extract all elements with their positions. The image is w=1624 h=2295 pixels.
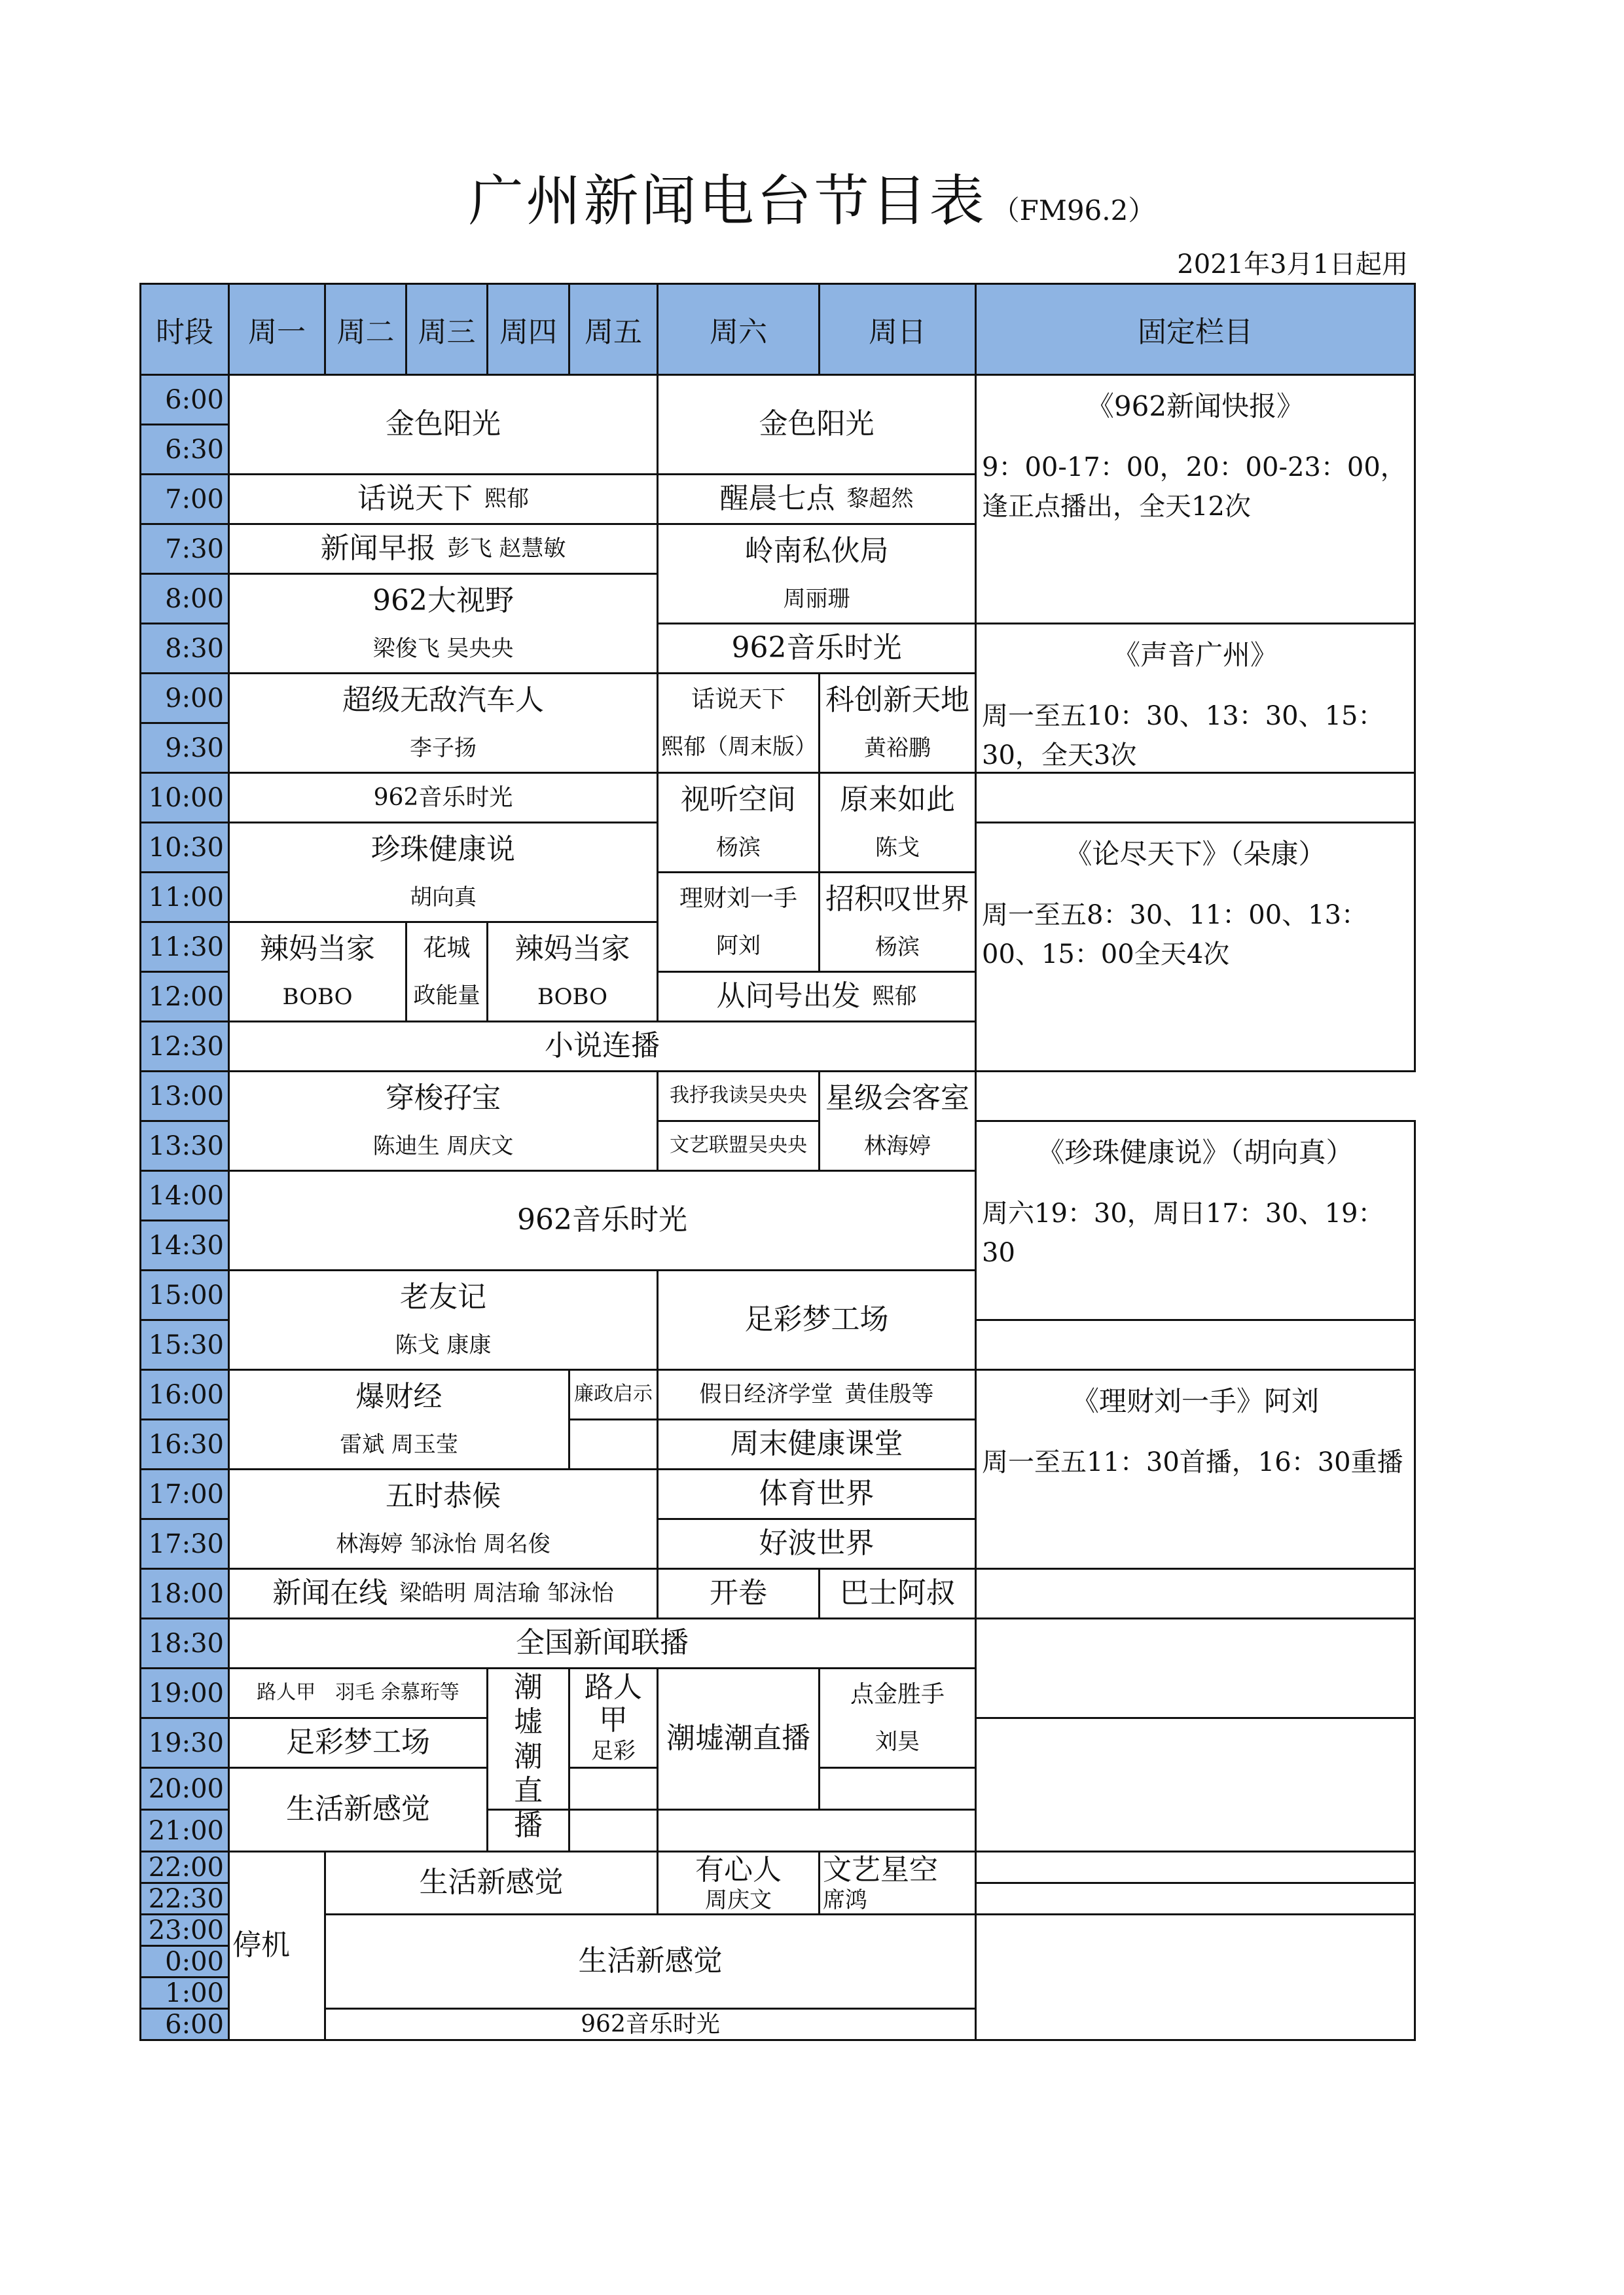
header-0 [139, 283, 230, 376]
fixed-title: 《珍珠健康说》（胡向真） [1037, 1136, 1354, 1168]
empty-cell [975, 1851, 1416, 1884]
program-cell [228, 772, 659, 823]
empty-cell [975, 772, 1416, 823]
program-title: 老友记 [400, 1280, 486, 1314]
program-title: 开卷 [710, 1576, 767, 1610]
program-host: 彭飞 赵慧敏 [447, 535, 566, 562]
program-title: 原来如此 [840, 783, 955, 817]
time-slot [139, 871, 230, 923]
program-host: 席鸿 [823, 1887, 867, 1913]
program-host: 林海婷 邹泳怡 周名俊 [336, 1530, 550, 1557]
program-cell [657, 871, 820, 973]
program-title: 话说天下 [691, 685, 785, 713]
time-slot [139, 1319, 230, 1371]
fixed-program [975, 623, 1416, 774]
program-title: 停机 [232, 1928, 290, 1962]
program-cell [657, 1667, 820, 1811]
header-label: 周二 [336, 316, 395, 349]
time-slot [139, 822, 230, 873]
program-cell [818, 871, 977, 973]
program-cell [657, 623, 977, 674]
program-host: 熙郁（周末版） [661, 733, 817, 760]
program-cell [228, 1269, 659, 1371]
empty-cell [975, 1882, 1416, 1915]
program-title: 理财刘一手 [679, 884, 797, 912]
time-slot [139, 1518, 230, 1570]
fixed-program [975, 1120, 1416, 1321]
program-cell [657, 1070, 820, 1122]
program-host: BOBO [537, 983, 607, 1010]
time-label: 6:30 [165, 434, 224, 465]
program-host: 梁皓明 周洁瑜 邹泳怡 [399, 1580, 614, 1607]
program-title: 从问号出发 [716, 979, 861, 1013]
time-label: 11:00 [148, 882, 224, 913]
time-slot [139, 1767, 230, 1811]
program-title: 962音乐时光 [581, 2011, 720, 2038]
program-host: 黄裕鹏 [864, 734, 931, 761]
frequency-label: （FM96.2） [992, 194, 1156, 226]
program-cell [818, 1568, 977, 1619]
fixed-program [975, 374, 1416, 624]
time-label: 21:00 [148, 1815, 224, 1846]
time-label: 6:00 [165, 384, 224, 415]
program-cell [818, 772, 977, 873]
program-title: 金色阳光 [759, 407, 875, 441]
program-title: 辣妈当家 [260, 932, 375, 966]
time-slot [139, 1617, 230, 1669]
program-cell [657, 473, 977, 525]
program-title: 有心人 [695, 1853, 782, 1887]
program-cell [657, 1518, 977, 1570]
empty-cell [975, 1617, 1416, 1719]
program-title: 科创新天地 [825, 683, 969, 717]
program-title: 生活新感觉 [578, 1944, 723, 1978]
program-cell [818, 1667, 977, 1769]
time-label: 14:00 [148, 1180, 224, 1211]
program-title: 岭南私伙局 [744, 534, 889, 568]
program-cell [568, 1667, 659, 1769]
program-title: 路人甲 羽毛 余慕珩等 [257, 1681, 460, 1705]
empty-cell [975, 1717, 1416, 1852]
fixed-program [975, 1369, 1416, 1570]
program-title: 生活新感觉 [419, 1866, 564, 1900]
program-cell [228, 672, 659, 774]
program-title: 好波世界 [759, 1527, 875, 1561]
header-8 [975, 283, 1416, 376]
empty-cell [568, 1809, 659, 1852]
program-title: 体育世界 [759, 1477, 875, 1511]
program-title: 足彩梦工场 [744, 1303, 889, 1337]
program-title: 视听空间 [681, 783, 796, 817]
program-cell [568, 1369, 659, 1420]
program-cell [818, 1851, 977, 1915]
program-title: 全国新闻联播 [516, 1626, 689, 1660]
program-host: 杨滨 [716, 834, 761, 861]
time-slot [139, 1170, 230, 1221]
time-slot [139, 971, 230, 1022]
program-title: 招积叹世界 [825, 882, 969, 916]
time-slot [139, 424, 230, 475]
time-label: 22:30 [148, 1883, 224, 1914]
empty-cell [975, 1568, 1416, 1619]
program-cell [657, 374, 977, 475]
time-label: 1:00 [165, 1978, 224, 2008]
fixed-title: 《962新闻快报》 [1086, 390, 1305, 422]
header-6 [657, 283, 820, 376]
program-title: 新闻在线 [272, 1576, 388, 1610]
time-slot [139, 2008, 230, 2041]
program-host: 李子扬 [410, 734, 477, 761]
header-5 [568, 283, 659, 376]
program-cell [228, 573, 659, 674]
program-title: 文艺联盟吴央央 [670, 1134, 807, 1157]
fixed-desc: 周一至五10：30、13：30、15：30，全天3次 [982, 701, 1384, 770]
time-label: 18:30 [148, 1628, 224, 1659]
program-cell [228, 1369, 570, 1470]
time-slot [139, 1882, 230, 1915]
empty-cell [657, 1809, 977, 1852]
program-cell [657, 1369, 977, 1420]
program-host: 阿刘 [716, 932, 761, 959]
program-title: 962音乐时光 [517, 1203, 687, 1237]
time-label: 16:30 [148, 1429, 224, 1460]
program-host: 政能量 [413, 982, 480, 1009]
time-slot [139, 573, 230, 624]
program-cell [228, 1170, 977, 1271]
program-title: 花城 [423, 934, 471, 962]
time-label: 10:30 [148, 832, 224, 863]
header-2 [324, 283, 407, 376]
program-host: 梁俊飞 吴央央 [372, 635, 514, 662]
fixed-desc: 周一至五8：30、11：00、13：00、15：00全天4次 [982, 900, 1368, 969]
time-label: 7:30 [165, 533, 224, 564]
empty-cell [975, 1913, 1416, 2041]
program-cell [657, 1269, 977, 1371]
program-cell [657, 1468, 977, 1520]
fixed-desc: 9：00-17：00，20：00-23：00，逢正点播出，全天12次 [982, 452, 1407, 522]
program-title: 辣妈当家 [514, 932, 630, 966]
time-label: 14:30 [148, 1230, 224, 1261]
header-3 [405, 283, 488, 376]
empty-cell [568, 1767, 659, 1811]
program-cell [657, 1851, 820, 1915]
header-label: 周三 [418, 316, 476, 349]
time-label: 9:30 [165, 732, 224, 763]
program-title: 醒晨七点 [719, 482, 835, 516]
fixed-title: 《理财刘一手》阿刘 [1071, 1385, 1319, 1417]
program-title: 路人甲 [585, 1670, 642, 1737]
time-slot [139, 1717, 230, 1769]
program-cell [228, 1851, 326, 2041]
time-label: 11:30 [148, 931, 224, 962]
time-label: 6:00 [165, 2009, 224, 2040]
time-label: 16:00 [148, 1379, 224, 1410]
time-label: 13:30 [148, 1130, 224, 1161]
time-slot [139, 1945, 230, 1978]
fixed-desc: 周六19：30，周日17：30、19：30 [982, 1199, 1384, 1268]
program-cell [657, 1419, 977, 1470]
program-host: 周庆文 [705, 1887, 772, 1913]
fixed-desc: 周一至五11：30首播，16：30重播 [982, 1447, 1403, 1477]
program-host: 陈戈 [875, 834, 920, 861]
program-cell [228, 1568, 659, 1619]
program-cell [228, 1767, 488, 1852]
header-7 [818, 283, 977, 376]
header-label: 周五 [585, 316, 642, 349]
time-label: 17:30 [148, 1528, 224, 1559]
program-title: 962音乐时光 [731, 631, 902, 665]
time-label: 9:00 [165, 683, 224, 714]
program-host: 熙郁 [872, 983, 917, 1010]
header-1 [228, 283, 326, 376]
program-title: 假日经济学堂 [699, 1381, 833, 1407]
time-slot [139, 523, 230, 575]
program-cell [228, 822, 659, 923]
time-label: 13:00 [148, 1081, 224, 1111]
program-cell [657, 672, 820, 774]
program-title: 廉政启示 [574, 1382, 653, 1406]
time-slot [139, 1070, 230, 1122]
program-cell [228, 921, 407, 1022]
program-cell [657, 772, 820, 873]
program-host: 雷斌 周玉莹 [340, 1431, 458, 1458]
program-cell [228, 1468, 659, 1570]
header-label: 周四 [499, 316, 557, 349]
time-slot [139, 1419, 230, 1470]
program-title: 生活新感觉 [286, 1792, 430, 1826]
program-host: 黄佳殷等 [844, 1381, 934, 1408]
time-slot [139, 672, 230, 724]
time-label: 12:00 [148, 981, 224, 1012]
program-title: 话说天下 [357, 482, 473, 516]
effective-date: 2021年3月1日起用 [1177, 249, 1408, 280]
header-label: 周一 [248, 316, 306, 349]
time-label: 8:30 [165, 633, 224, 664]
program-cell [228, 1717, 488, 1769]
time-label: 20:00 [148, 1773, 224, 1804]
program-title: 超级无敌汽车人 [342, 683, 544, 717]
program-cell [657, 523, 977, 624]
program-title: 星级会客室 [825, 1081, 969, 1115]
program-title: 足彩梦工场 [286, 1726, 430, 1760]
program-cell [486, 921, 659, 1022]
header-label: 周六 [710, 316, 767, 349]
time-label: 17:00 [148, 1479, 224, 1509]
program-title: 潮墟潮直播 [666, 1722, 810, 1756]
fixed-program [975, 822, 1416, 1072]
program-host: 陈迪生 周庆文 [372, 1132, 514, 1159]
time-slot [139, 473, 230, 525]
time-slot [139, 1976, 230, 2010]
program-title: 962音乐时光 [373, 784, 513, 811]
empty-cell [818, 1767, 977, 1811]
time-label: 0:00 [165, 1946, 224, 1977]
header-4 [486, 283, 570, 376]
time-slot [139, 1667, 230, 1719]
time-slot [139, 1568, 230, 1619]
program-host: 杨滨 [875, 933, 920, 960]
schedule-title: 广州新闻电台节目表 [468, 169, 987, 233]
program-cell [486, 1667, 570, 1843]
program-cell [324, 2008, 977, 2041]
time-slot [139, 1021, 230, 1072]
time-slot [139, 1269, 230, 1321]
program-title: 穿梭孖宝 [386, 1081, 501, 1115]
time-slot [139, 722, 230, 774]
time-slot [139, 623, 230, 674]
time-label: 22:00 [148, 1852, 224, 1883]
program-title: 珍珠健康说 [371, 833, 515, 867]
header-label: 周日 [869, 316, 926, 349]
time-label: 15:00 [148, 1280, 224, 1310]
program-host: BOBO [282, 983, 353, 1010]
time-slot [139, 1809, 230, 1852]
program-host: 黎超然 [846, 486, 914, 513]
time-label: 10:00 [148, 782, 224, 813]
program-cell [228, 1617, 977, 1669]
program-title: 爆财经 [355, 1380, 442, 1414]
program-title: 小说连播 [545, 1029, 660, 1063]
fixed-title: 《论尽天下》（朵康） [1064, 838, 1326, 870]
time-label: 19:00 [148, 1678, 224, 1708]
program-cell [324, 1851, 659, 1915]
header-label: 固定栏目 [1138, 316, 1253, 349]
time-slot [139, 1369, 230, 1420]
fixed-title: 《声音广州》 [1112, 639, 1278, 671]
program-title: 巴士阿叔 [840, 1576, 955, 1610]
program-title: 我抒我读吴央央 [670, 1084, 807, 1108]
empty-cell [975, 1319, 1416, 1371]
program-cell [657, 1568, 820, 1619]
time-label: 15:30 [148, 1329, 224, 1360]
program-title: 点金胜手 [850, 1680, 945, 1708]
program-cell [228, 374, 659, 475]
program-cell [657, 971, 977, 1022]
time-slot [139, 374, 230, 425]
program-cell [228, 1021, 977, 1072]
program-cell [818, 672, 977, 774]
time-label: 12:30 [148, 1031, 224, 1062]
time-slot [139, 921, 230, 973]
program-cell [228, 1070, 659, 1172]
program-host: 熙郁 [484, 486, 529, 513]
program-title: 潮墟潮直播 [513, 1671, 543, 1843]
program-title: 新闻早报 [320, 532, 436, 566]
program-title: 文艺星空 [823, 1853, 938, 1887]
program-title: 五时恭候 [386, 1479, 501, 1513]
time-label: 18:00 [148, 1578, 224, 1609]
program-cell [228, 473, 659, 525]
time-slot [139, 1468, 230, 1520]
program-title: 周末健康课堂 [730, 1427, 903, 1461]
time-label: 19:30 [148, 1727, 224, 1758]
time-slot [139, 1851, 230, 1884]
time-label: 8:00 [165, 583, 224, 614]
time-slot [139, 1120, 230, 1172]
program-host: 林海婷 [864, 1132, 931, 1159]
time-label: 23:00 [148, 1915, 224, 1945]
time-slot [139, 772, 230, 823]
program-host: 胡向真 [410, 884, 477, 911]
program-host: 刘昊 [875, 1728, 920, 1755]
time-slot [139, 1913, 230, 1947]
time-slot [139, 1220, 230, 1271]
program-cell [405, 921, 488, 1022]
program-title: 962大视野 [372, 584, 514, 618]
program-host: 陈戈 康康 [395, 1331, 492, 1358]
program-cell [324, 1913, 977, 2010]
program-host: 足彩 [591, 1738, 636, 1765]
program-cell [657, 1120, 820, 1172]
program-host: 周丽珊 [783, 585, 850, 612]
program-title: 金色阳光 [386, 407, 501, 441]
program-cell [818, 1070, 977, 1172]
header-label: 时段 [156, 316, 213, 349]
program-cell [228, 1667, 488, 1719]
time-label: 7:00 [165, 484, 224, 515]
program-cell [228, 523, 659, 575]
